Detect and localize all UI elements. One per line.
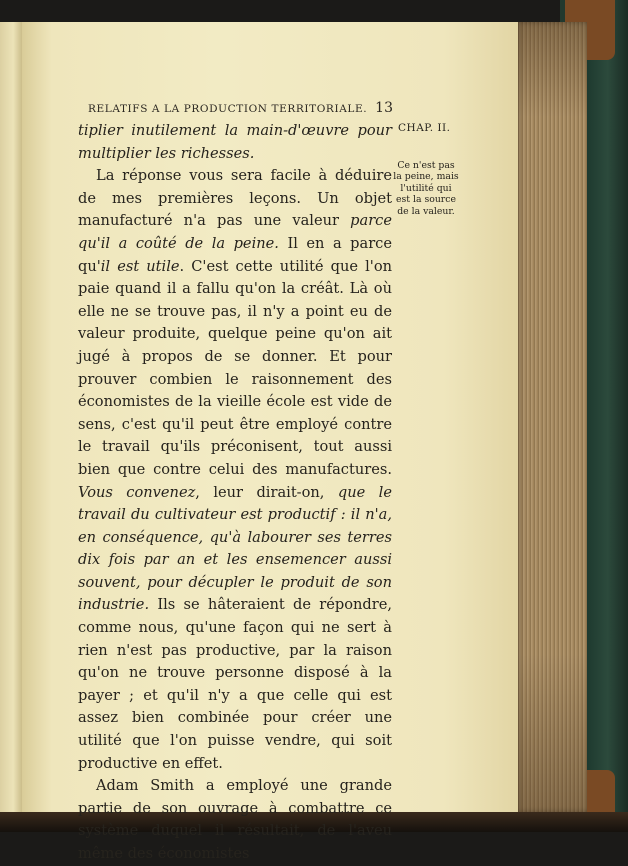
chapter-label: CHAP. II. bbox=[398, 122, 451, 134]
paragraph-1-italic-1: parce qu'il a coûté de la peine. bbox=[78, 212, 392, 252]
page-block-edges bbox=[515, 22, 587, 812]
paragraph-2: Adam Smith a employé une grande partie de son ouvrage à combattre ce système duquel il résultait, de l'aveu même des économistes bbox=[78, 777, 392, 862]
paragraph-1-text-5: Ils se hâteraient de répondre, comme nous, qu'une façon qui ne sert à rien n'est pas productive, par la raison qu'on ne trouve personne disposé à la payer ; et qu'il n'y a que celle qui est assez bien combinée pour créer une utilité que l'on puisse vendre, qui soit productive en effet. bbox=[78, 596, 392, 772]
paragraph-1-text-4: , leur dirait-on, bbox=[195, 483, 338, 501]
continuation-line: tiplier inutilement la main-d'œuvre pour multiplier les richesses. bbox=[78, 122, 392, 162]
margin-note: Ce n'est pas la peine, mais l'utilité qui est la source de la valeur. bbox=[393, 160, 459, 217]
running-head-title: RELATIFS A LA PRODUCTION TERRITORIALE. bbox=[88, 103, 368, 115]
paragraph-1-italic-3: Vous convenez bbox=[78, 483, 196, 501]
left-page-edge bbox=[0, 22, 22, 814]
page-number: 13 bbox=[375, 100, 393, 116]
paragraph-1-text-3: . C'est cette utilité que l'on paie quand il a fallu qu'on la créât. Là où elle ne se trouve pas, il n'y a point eu de valeur produite, quelque peine qu'on ait jugé à propos de se donner. Et pour prouver combien le raisonnement des économistes de la vieille école est vide de sens, c'est qu'il peut être employé contre le travail qu'ils préconisent, tout aussi bien que contre celui des manufactures. bbox=[78, 257, 393, 478]
body-text bbox=[78, 120, 392, 866]
paragraph-1-text-2: Il en a parce qu' bbox=[78, 234, 392, 275]
running-header bbox=[88, 100, 393, 116]
paragraph-1 bbox=[78, 165, 392, 775]
paragraph-1-italic-4: que le travail du cultivateur est productif : il n'a, en conséquence, qu'à labourer ses terres dix fois par an et les ensemencer aussi souvent, pour décupler le produit de son industrie. bbox=[78, 483, 392, 614]
paragraph-1-italic-2: il est utile bbox=[100, 257, 180, 275]
paragraph-1-text-1: La réponse vous sera facile à déduire de mes premières leçons. Un objet manufacturé n'a pas une valeur bbox=[78, 167, 392, 230]
